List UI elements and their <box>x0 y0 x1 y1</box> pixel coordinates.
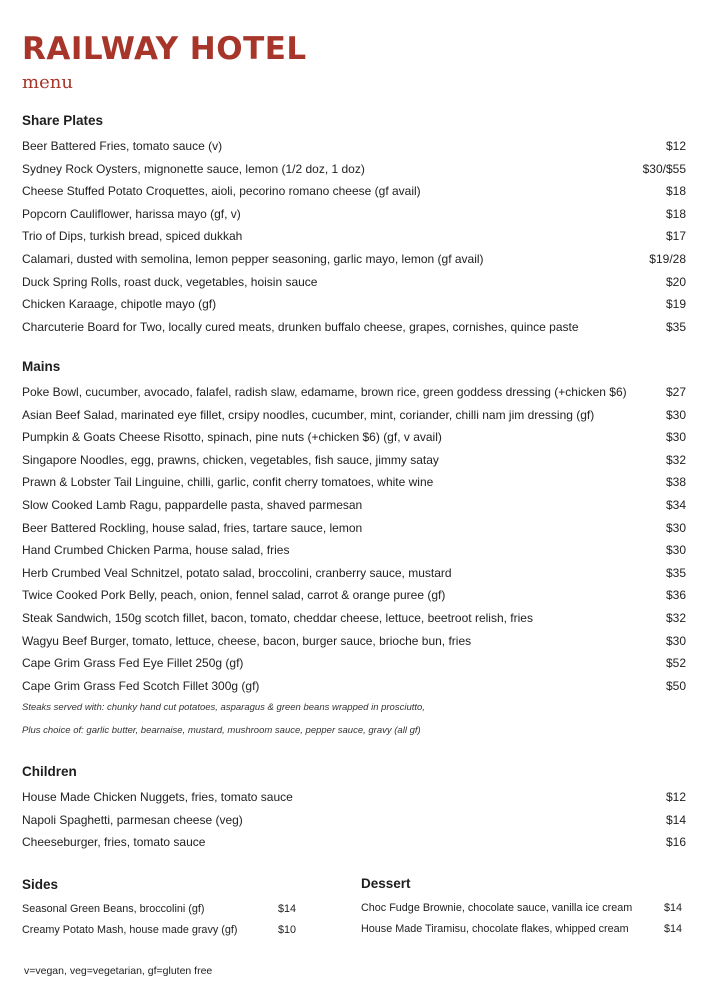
item-price: $12 <box>665 790 686 804</box>
sides-heading: Sides <box>22 877 59 892</box>
item-name: Poke Bowl, cucumber, avocado, falafel, radish slaw, edamame, brown rice, green goddess dressing (+chicken $6) <box>22 385 627 399</box>
item-name: Napoli Spaghetti, parmesan cheese (veg) <box>22 812 243 827</box>
item-name: Choc Fudge Brownie, chocolate sauce, vanilla ice cream <box>361 902 633 914</box>
share-plates-heading: Share Plates <box>22 113 104 128</box>
dietary-legend: v=vegan, veg=vegetarian, gf=gluten free <box>24 965 213 977</box>
menu-subtitle: menu <box>22 72 73 93</box>
menu-item <box>22 517 686 540</box>
item-name: Chicken Karaage, chipotle mayo (gf) <box>22 297 217 312</box>
menu-item <box>22 381 686 404</box>
item-name: Creamy Potato Mash, house made gravy (gf) <box>22 924 238 936</box>
item-price: $18 <box>665 206 686 221</box>
item-price: $27 <box>665 385 686 399</box>
menu-item <box>22 494 686 517</box>
item-price: $35 <box>665 565 686 580</box>
item-price: $19 <box>665 297 686 312</box>
item-price: $52 <box>665 656 686 671</box>
item-name: Wagyu Beef Burger, tomato, lettuce, cheese, bacon, burger sauce, brioche bun, fries <box>22 633 472 648</box>
item-price: $34 <box>665 497 686 512</box>
sides-section <box>22 876 296 941</box>
menu-item <box>22 675 686 698</box>
menu-item <box>361 898 682 919</box>
item-name: Steak Sandwich, 150g scotch fillet, bacon, tomato, cheddar cheese, lettuce, beetroot relish, fries <box>22 610 533 625</box>
item-name: Popcorn Cauliflower, harissa mayo (gf, v) <box>22 206 241 221</box>
menu-item <box>22 831 686 854</box>
item-price: $12 <box>665 139 686 153</box>
steak-sides-note: Steaks served with: chunky hand cut potatoes, asparagus & green beans wrapped in prosciutto, <box>22 702 425 714</box>
item-name: Cape Grim Grass Fed Eye Fillet 250g (gf) <box>22 656 244 671</box>
item-name: Beer Battered Rockling, house salad, fries, tartare sauce, lemon <box>22 520 363 535</box>
mains-section <box>22 358 686 743</box>
item-name: Charcuterie Board for Two, locally cured meats, drunken buffalo cheese, grapes, cornishes, quince paste <box>22 319 579 334</box>
item-price: $20 <box>665 274 686 289</box>
menu-item <box>361 919 682 940</box>
item-price: $14 <box>663 902 682 914</box>
item-name: Twice Cooked Pork Belly, peach, onion, fennel salad, carrot & orange puree (gf) <box>22 588 446 603</box>
item-price: $30 <box>665 633 686 648</box>
item-name: Singapore Noodles, egg, prawns, chicken, vegetables, fish sauce, jimmy satay <box>22 452 439 467</box>
item-price: $36 <box>665 588 686 603</box>
item-price: $10 <box>277 924 296 936</box>
item-price: $32 <box>665 452 686 467</box>
steak-sauce-note: Plus choice of: garlic butter, bearnaise, mustard, mushroom sauce, pepper sauce, gravy (all gf) <box>22 724 421 736</box>
menu-item <box>22 471 686 494</box>
item-name: House Made Chicken Nuggets, fries, tomato sauce <box>22 790 293 804</box>
item-price: $19/28 <box>649 251 686 266</box>
item-name: Pumpkin & Goats Cheese Risotto, spinach, pine nuts (+chicken $6) (gf, v avail) <box>22 430 442 445</box>
share-plates-section <box>22 112 686 338</box>
menu-item <box>22 180 686 203</box>
menu-item <box>22 899 296 920</box>
item-price: $30 <box>665 430 686 445</box>
item-price: $35 <box>665 319 686 334</box>
item-name: Beer Battered Fries, tomato sauce (v) <box>22 139 223 153</box>
item-name: Slow Cooked Lamb Ragu, pappardelle pasta, shaved parmesan <box>22 497 363 512</box>
item-name: House Made Tiramisu, chocolate flakes, whipped cream <box>361 923 629 935</box>
item-name: Prawn & Lobster Tail Linguine, chilli, garlic, confit cherry tomatoes, white wine <box>22 475 434 490</box>
item-price: $30 <box>665 520 686 535</box>
item-name: Duck Spring Rolls, roast duck, vegetables, hoisin sauce <box>22 274 318 289</box>
item-price: $30 <box>665 543 686 558</box>
menu-item <box>22 630 686 653</box>
menu-item <box>22 786 686 809</box>
item-price: $38 <box>665 475 686 490</box>
item-price: $14 <box>665 812 686 827</box>
menu-item <box>22 584 686 607</box>
dessert-section <box>361 875 682 940</box>
item-price: $16 <box>665 835 686 850</box>
menu-item <box>22 316 686 339</box>
menu-item <box>22 652 686 675</box>
menu-item <box>22 920 296 941</box>
menu-item <box>22 809 686 832</box>
menu-item <box>22 135 686 158</box>
item-price: $14 <box>277 903 296 915</box>
restaurant-title: RAILWAY HOTEL <box>22 31 307 67</box>
item-name: Cape Grim Grass Fed Scotch Fillet 300g (gf) <box>22 678 260 693</box>
item-name: Cheeseburger, fries, tomato sauce <box>22 835 206 850</box>
item-name: Hand Crumbed Chicken Parma, house salad, fries <box>22 543 290 558</box>
item-name: Seasonal Green Beans, broccolini (gf) <box>22 903 205 915</box>
menu-item <box>22 293 686 316</box>
item-price: $30/$55 <box>642 161 686 176</box>
item-price: $18 <box>665 184 686 199</box>
item-name: Sydney Rock Oysters, mignonette sauce, lemon (1/2 doz, 1 doz) <box>22 161 365 176</box>
menu-item <box>22 158 686 181</box>
item-name: Trio of Dips, turkish bread, spiced dukkah <box>22 229 243 244</box>
menu-item <box>22 203 686 226</box>
item-price: $30 <box>665 407 686 422</box>
children-heading: Children <box>22 764 77 779</box>
children-section <box>22 763 686 854</box>
menu-item <box>22 271 686 294</box>
menu-item <box>22 248 686 271</box>
item-price: $32 <box>665 610 686 625</box>
item-price: $14 <box>663 923 682 935</box>
menu-item <box>22 449 686 472</box>
item-price: $17 <box>665 229 686 244</box>
menu-item <box>22 607 686 630</box>
item-name: Asian Beef Salad, marinated eye fillet, crsipy noodles, cucumber, mint, coriander, chilli nam jim dressing (gf) <box>22 407 595 422</box>
menu-item <box>22 404 686 427</box>
menu-item <box>22 225 686 248</box>
menu-item <box>22 426 686 449</box>
item-name: Calamari, dusted with semolina, lemon pepper seasoning, garlic mayo, lemon (gf avail) <box>22 251 484 266</box>
item-name: Herb Crumbed Veal Schnitzel, potato salad, broccolini, cranberry sauce, mustard <box>22 565 452 580</box>
dessert-heading: Dessert <box>361 876 411 891</box>
item-price: $50 <box>665 678 686 693</box>
menu-item <box>22 539 686 562</box>
mains-heading: Mains <box>22 359 61 374</box>
menu-item <box>22 562 686 585</box>
item-name: Cheese Stuffed Potato Croquettes, aioli, pecorino romano cheese (gf avail) <box>22 184 421 199</box>
